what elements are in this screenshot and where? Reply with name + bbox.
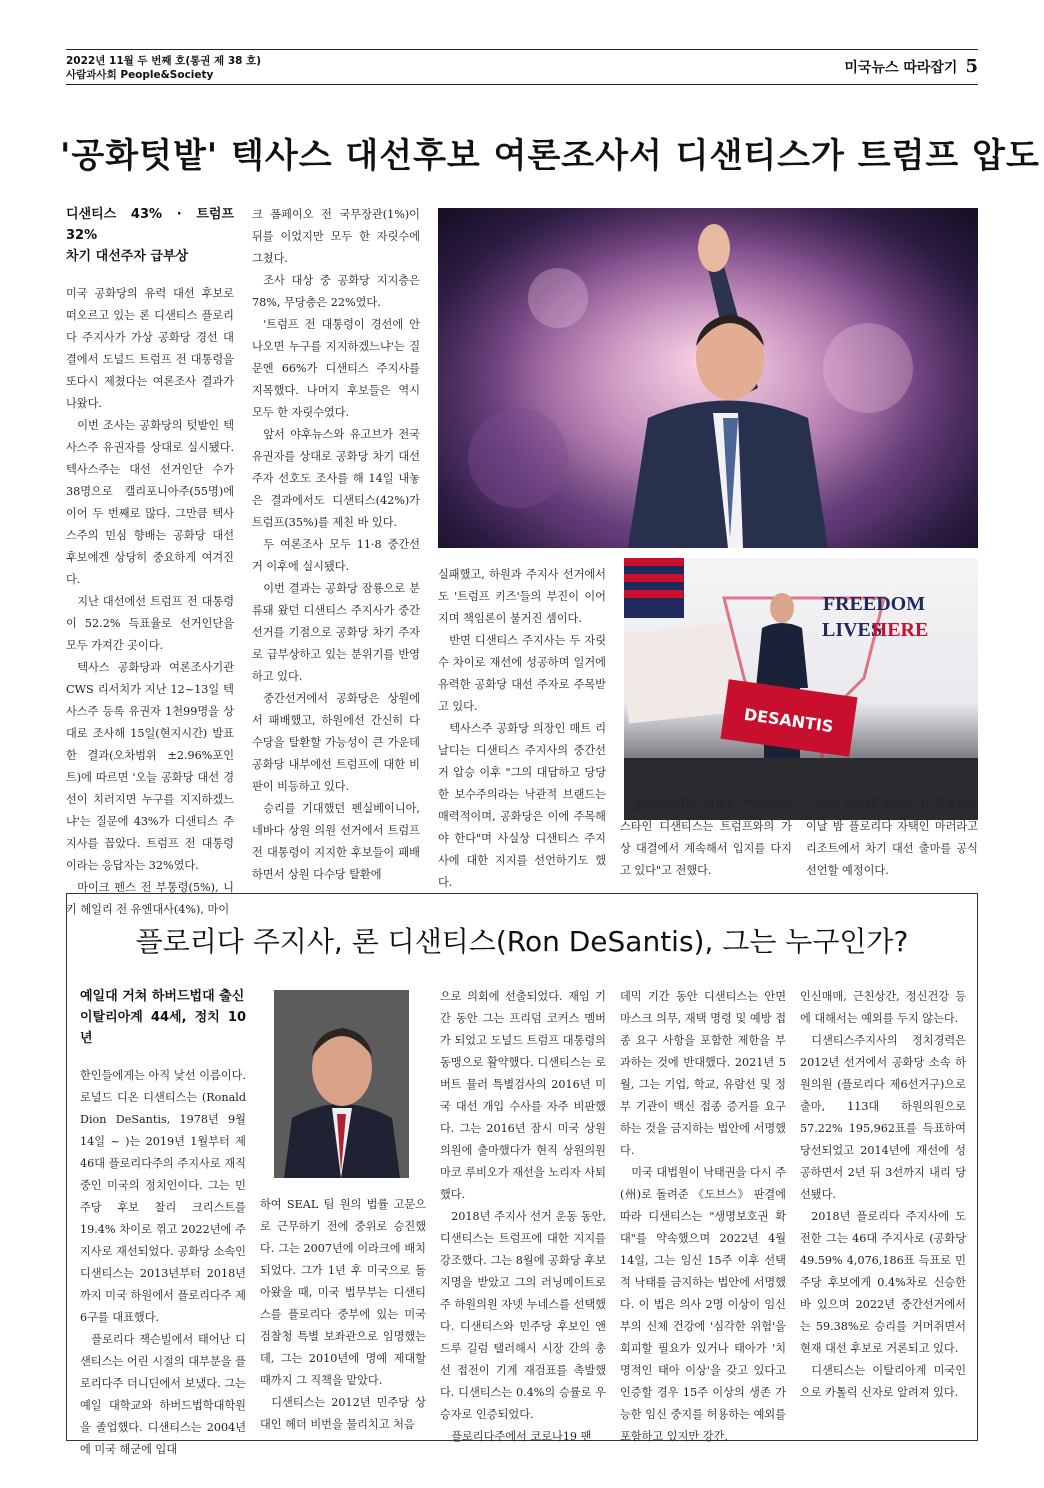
paragraph: 텍사스주 공화당 의장인 매트 리날디는 디샌티스 주지사의 중간선거 압승 이후 "그의 대답하고 당당한 보수주의라는 낙관적 브랜드는 매력적이며, 공화당은 이에 주목해야 한다"며 사실상 디샌티스 주지사에 대한 지지를 선언하기도 했다. xyxy=(438,722,606,889)
article1-column-2 xyxy=(252,204,420,886)
paragraph: 지난 대선에선 트럼프 전 대통령이 52.2% 득표율로 선거인단을 모두 가져간 곳이다. xyxy=(66,595,234,652)
article1-column-5 xyxy=(806,794,978,882)
paragraph: 미국 공화당의 유력 대선 후보로 떠오르고 있는 론 디샌티스 플로리다 주지사가 가상 공화당 경선 대결에서 도널드 트럼프 전 대통령을 또다시 제쳤다는 여론조사 결과가 나왔다. xyxy=(66,287,234,410)
masthead-section xyxy=(844,56,978,77)
rally-illustration xyxy=(624,558,978,820)
paragraph: 앞서 야후뉴스와 유고브가 전국 유권자를 상대로 공화당 차기 대선주자 선호도 조사를 해 14일 내놓은 결과에서도 디샌티스(42%)가 트럼프(35%)를 제친 바 있다. xyxy=(252,428,420,529)
paragraph: 조사 대상 중 공화당 지지층은 78%, 무당층은 22%였다. xyxy=(252,274,420,309)
sign-lives: LIVES xyxy=(821,619,883,641)
paragraph: 두 여론조사 모두 11·8 중간선거 이후에 실시됐다. xyxy=(252,538,420,573)
paragraph: 실패했고, 하원과 주지사 선거에서도 '트럼프 키즈'들의 부진이 이어지며 책임론이 불거진 셈이다. xyxy=(438,568,606,625)
paragraph: 중간선거에서 공화당은 상원에서 패배했고, 하원에선 간신히 다수당을 탈환할 가능성이 큰 가운데 공화당 내부에선 트럼프에 대한 비판이 비등하고 있다. xyxy=(252,692,420,793)
article1-column-1 xyxy=(66,204,234,921)
desantis-portrait-photo xyxy=(274,990,409,1178)
paragraph: 디샌티스는 2012년 민주당 상대인 헤더 비번을 물리치고 처음 xyxy=(260,1396,426,1431)
paragraph: 이번 조사는 공화당의 텃밭인 텍사스주 유권자를 상대로 실시됐다. 텍사스주는 대선 선거인단 수가 38명으로 캘리포니아주(55명)에 이어 두 번째로 많다. 그만큼 텍사스주의 민심 향배는 공화당 대선 후보에겐 상당히 중요하게 여겨진다. xyxy=(66,419,234,586)
paragraph: 플로리다 잭슨빌에서 태어난 디샌티스는 어린 시절의 대부분을 플로리다주 더니딘에서 보냈다. 그는 예일 대학교와 하버드법학대학원을 졸업했다. 디샌티스는 2004년에 미국 해군에 입대 xyxy=(80,1333,246,1456)
publication-name: 사람과사회 People&Society xyxy=(66,69,214,81)
paragraph: 반면 디샌티스 주지사는 두 자릿수 차이로 재선에 성공하며 일거에 유력한 공화당 대선 주자로 주목받고 있다. xyxy=(438,634,606,713)
paragraph: 이번 결과는 공화당 잠룡으로 분류돼 왔던 디샌티스 주지사가 중간선거를 기점으로 공화당 차기 주자로 급부상하고 있는 분위기를 반영하고 있다. xyxy=(252,582,420,683)
paragraph: 승리를 기대했던 펜실베이니아, 네바다 상원 의원 선거에서 트럼프 전 대통령이 지지한 후보들이 패배하면서 상원 다수당 탈환에 xyxy=(252,802,420,881)
placard-text: DESANTIS xyxy=(742,704,835,737)
article1-subhead xyxy=(66,204,234,267)
desantis-waving-photo xyxy=(438,208,978,548)
page-number: 5 xyxy=(965,56,978,77)
paragraph: 마이크 펜스 전 부통령(5%), 니키 헤일리 전 유엔대사(4%), 마이 xyxy=(66,881,234,916)
masthead-top-rule xyxy=(66,49,978,50)
paragraph: '트럼프 전 대통령이 경선에 안 나오면 누구를 지지하겠느냐'는 질문엔 66%가 디샌티스 주지사를 지목했다. 나머지 후보들은 역시 모두 한 자릿수였다. xyxy=(252,318,420,419)
article2-subhead xyxy=(80,986,246,1049)
article1-column-3 xyxy=(438,564,606,894)
subhead-line-1: 예일대 거쳐 하버드법대 출신 xyxy=(80,989,245,1004)
article2-column-4 xyxy=(620,986,786,1448)
profile-title: 플로리다 주지사, 론 디샌티스(Ron DeSantis), 그는 누구인가? xyxy=(135,925,909,958)
sign-here: HERE xyxy=(871,619,929,641)
paragraph: 으로 의회에 선출되었다. 재임 기간 동안 그는 프리덤 코커스 멤버가 되었고 도널드 트럼프 대통령의 동맹으로 활약했다. 디샌티스는 로버트 뮬러 특별검사의 2016년 미국 대선 개입 수사를 자주 비판했다. 그는 2016년 잠시 미국 상원 의원에 출마했다가 현직 상원의원 마코 루비오가 재선을 노리자 사퇴했다. xyxy=(440,990,606,1201)
article1-column-4 xyxy=(620,794,792,882)
paragraph: 플로리다주에서 코로나19 팬 xyxy=(451,1430,592,1443)
paragraph: 이런 가운데 트럼프 전 대통령은 이날 밤 플로리다 자택인 마러라고 리조트에서 차기 대선 출마를 공식 선언할 예정이다. xyxy=(806,798,978,877)
paragraph: 한인들에게는 아직 낯선 이름이다. 로널드 디온 디샌티스는 (Ronald Dion DeSantis, 1978년 9월 14일 ~ )는 2019년 1월부터 제46대 플로리다주의 주지사로 재직 중인 미국의 정치인이다. 그는 민주당 후보 찰리 크리스트를 19.4% 차이로 꺾고 2022년에 주지사로 재선되었다. 공화당 소속인 디샌티스는 2013년부터 2018년까지 미국 하원에서 플로리다주 제6구를 대표했다. xyxy=(80,1069,246,1324)
subhead-line-1: 디샌티스 43% · 트럼프 32% xyxy=(66,207,234,243)
paragraph: 텍사스 공화당과 여론조사기관 CWS 리서치가 지난 12~13일 텍사스주 등록 유권자 1천99명을 상대로 조사해 15일(현지시간) 발표한 결과(오차범위 ±2.96%포인트)에 따르면 '오늘 공화당 대선 경선이 치러지면 누구를 지지하겠느냐'는 질문에 43%가 디샌티스 주지사를 꼽았다. 트럼프 전 대통령이라는 응답자는 32%였다. xyxy=(66,661,234,872)
paragraph: 디샌티스주지사의 정치경력은 2012년 선거에서 공화당 소속 하원의원 (플로리다 제6선거구)으로 출마, 113대 하원의원으로 57.22% 195,962표를 득표하여 당선되었고 2014년에 재선에 성공하면서 2년 뒤 3선까지 내리 당선됐다. xyxy=(800,1034,966,1201)
sign-freedom: FREEDOM xyxy=(822,593,926,615)
subhead-line-2: 이탈리아계 44세, 정치 10년 xyxy=(80,1010,246,1046)
masthead-bottom-rule xyxy=(66,84,978,85)
masthead-issue xyxy=(66,54,261,82)
portrait-illustration xyxy=(274,990,409,1178)
paragraph: 정치전문매체 더힐은 "떠오르는 스타인 디샌티스는 트럼프와의 가상 대결에서 계속해서 입지를 다지고 있다"고 전했다. xyxy=(620,798,792,877)
paragraph: 인신매매, 근친상간, 정신건강 등에 대해서는 예외를 두지 않는다. xyxy=(800,990,966,1025)
page-headline: '공화텃밭' 텍사스 대선후보 여론조사서 디샌티스가 트럼프 압도 xyxy=(60,136,1040,176)
section-name: 미국뉴스 따라잡기 xyxy=(844,60,958,76)
rally-photo xyxy=(624,558,978,820)
paragraph: 데믹 기간 동안 디샌티스는 안면 마스크 의무, 재택 명령 및 예방 접종 요구 사항을 포함한 제한을 부과하는 것에 반대했다. 2021년 5월, 그는 기업, 학교, 유람선 및 정부 기관이 백신 접종 증거를 요구하는 것을 금지하는 법안에 서명했다. xyxy=(620,990,786,1157)
article2-column-5 xyxy=(800,986,966,1404)
paragraph: 2018년 플로리다 주지사에 도전한 그는 46대 주지사로 (공화당 49.59% 4,076,186표 득표로 민주당 후보에게 0.4%차로 신승한 바 있으며 2022년 중간선거에서는 59.38%로 승리를 거머쥐면서 현재 대선 후보로 거론되고 있다. xyxy=(800,1210,966,1355)
article2-column-2 xyxy=(260,1194,426,1436)
article2-column-1 xyxy=(80,986,246,1461)
paragraph: 미국 대법원이 낙태권을 다시 주(州)로 돌려준 《도브스》 판결에 따라 디샌티스는 "생명보호권 확대"를 약속했으며 2022년 4월 14일, 그는 임신 15주 이후 선택적 낙태를 금지하는 법안에 서명했다. 이 법은 의사 2명 이상이 임신부의 신체 건강에 '심각한 위험'을 회피할 필요가 있거나 태아가 '치명적인 태아 이상'을 갖고 있다고 인증할 경우 15주 이상의 생존 가능한 임신 중지를 허용하는 예외를 포함하고 있지만 강간, xyxy=(620,1166,786,1443)
article2-column-3 xyxy=(440,986,606,1448)
issue-line: 2022년 11월 두 번째 호(통권 제 38 호) xyxy=(66,55,262,67)
paragraph: 크 폼페이오 전 국무장관(1%)이 뒤를 이었지만 모두 한 자릿수에 그쳤다. xyxy=(252,208,420,265)
subhead-line-2: 차기 대선주자 급부상 xyxy=(66,249,189,264)
paragraph: 2018년 주지사 선거 운동 동안, 디샌티스는 트럼프에 대한 지지를 강조했다. 그는 8월에 공화당 후보 지명을 받았고 그의 러닝메이트로 주 하원의원 자넷 누네스를 선택했다. 디샌티스와 민주당 후보인 앤드루 길럼 탤러해시 시장 간의 총선 접전이 기계 재검표를 촉발했다. 디샌티스는 0.4%의 승률로 우승자로 인증되었다. xyxy=(440,1210,606,1421)
paragraph: 디샌티스는 이탈리아계 미국인으로 카톨릭 신자로 알려져 있다. xyxy=(800,1364,966,1399)
paragraph: 하여 SEAL 팀 원의 법률 고문으로 근무하기 전에 중위로 승진했다. 그는 2007년에 이라크에 배치되었다. 그가 1년 후 미국으로 돌아왔을 때, 미국 법무부는 디샌티스를 플로리다 중부에 있는 미국 검찰청 특별 보좌관으로 임명했는데, 그는 2010년에 명예 제대할 때까지 그 직책을 맡았다. xyxy=(260,1198,426,1387)
photo-illustration xyxy=(438,208,978,548)
